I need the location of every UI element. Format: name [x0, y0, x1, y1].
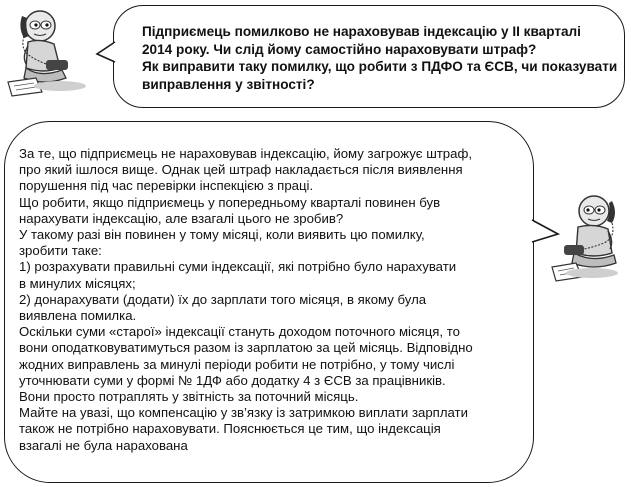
answer-line: Що робити, якщо підприємець у попередньому кварталі повинен був	[19, 194, 441, 210]
answer-line: про який ішлося вище. Однак цей штраф накладається після виявлення	[19, 162, 463, 178]
answer-line: уточнювати суми у формі № 1ДФ або додатку 4 з ЄСВ за працівників.	[19, 372, 446, 388]
question-line: Як виправити таку помилку, що робити з ПДФО та ЄСВ, чи показувати	[142, 59, 618, 75]
question-line: Підприємець помилково не нараховував індексацію у II кварталі	[142, 24, 581, 39]
answer-bubble-tail	[530, 218, 560, 246]
answer-line: За те, що підприємець не нараховував індексацію, йому загрожує штраф,	[19, 146, 472, 161]
question-line: 2014 року. Чи слід йому самостійно нараховувати штраф?	[142, 41, 537, 57]
answer-line: нарахувати індексацію, але взагалі цього не зробив?	[19, 210, 344, 226]
answer-line: порушення під час перевірки інспекцією з праці.	[19, 178, 314, 194]
question-line: виправлення у звітності?	[142, 76, 315, 92]
person-on-phone-icon	[6, 6, 106, 98]
answer-line: жодних виправлень за минулі періоди робити не потрібно, у тому числі	[19, 356, 455, 372]
answer-line: У такому разі він повинен у тому місяці, коли виявить цю помилку,	[19, 227, 425, 243]
answer-line: зробити таке:	[19, 243, 102, 259]
answer-line: Оскільки суми «старої» індексації стануть доходом поточного місяця, то	[19, 324, 460, 340]
answer-line: виявлена помилка.	[19, 308, 137, 324]
question-bubble-tail	[95, 40, 117, 66]
answer-line: взагалі не була нарахована	[19, 437, 188, 453]
answer-line: в минулих місяцях;	[19, 275, 136, 291]
question-bubble	[113, 5, 625, 108]
answer-line: 2) донарахувати (додати) їх до зарплати того місяця, в якому була	[19, 291, 427, 307]
answer-bubble	[4, 121, 534, 483]
answer-line: Вони просто потраплять у звітність за поточний місяць.	[19, 389, 359, 405]
answer-line: також не потрібно нараховувати. Пояснюється це тим, що індексація	[19, 421, 441, 437]
answer-line: 1) розрахувати правильні суми індексації, які потрібно було нарахувати	[19, 259, 457, 275]
answer-line: вони оподатковуватимуться разом із зарплатою за цей місяць. Відповідно	[19, 340, 473, 356]
answer-line: Майте на увазі, що компенсацію у зв’язку із затримкою виплати зарплати	[19, 405, 468, 421]
